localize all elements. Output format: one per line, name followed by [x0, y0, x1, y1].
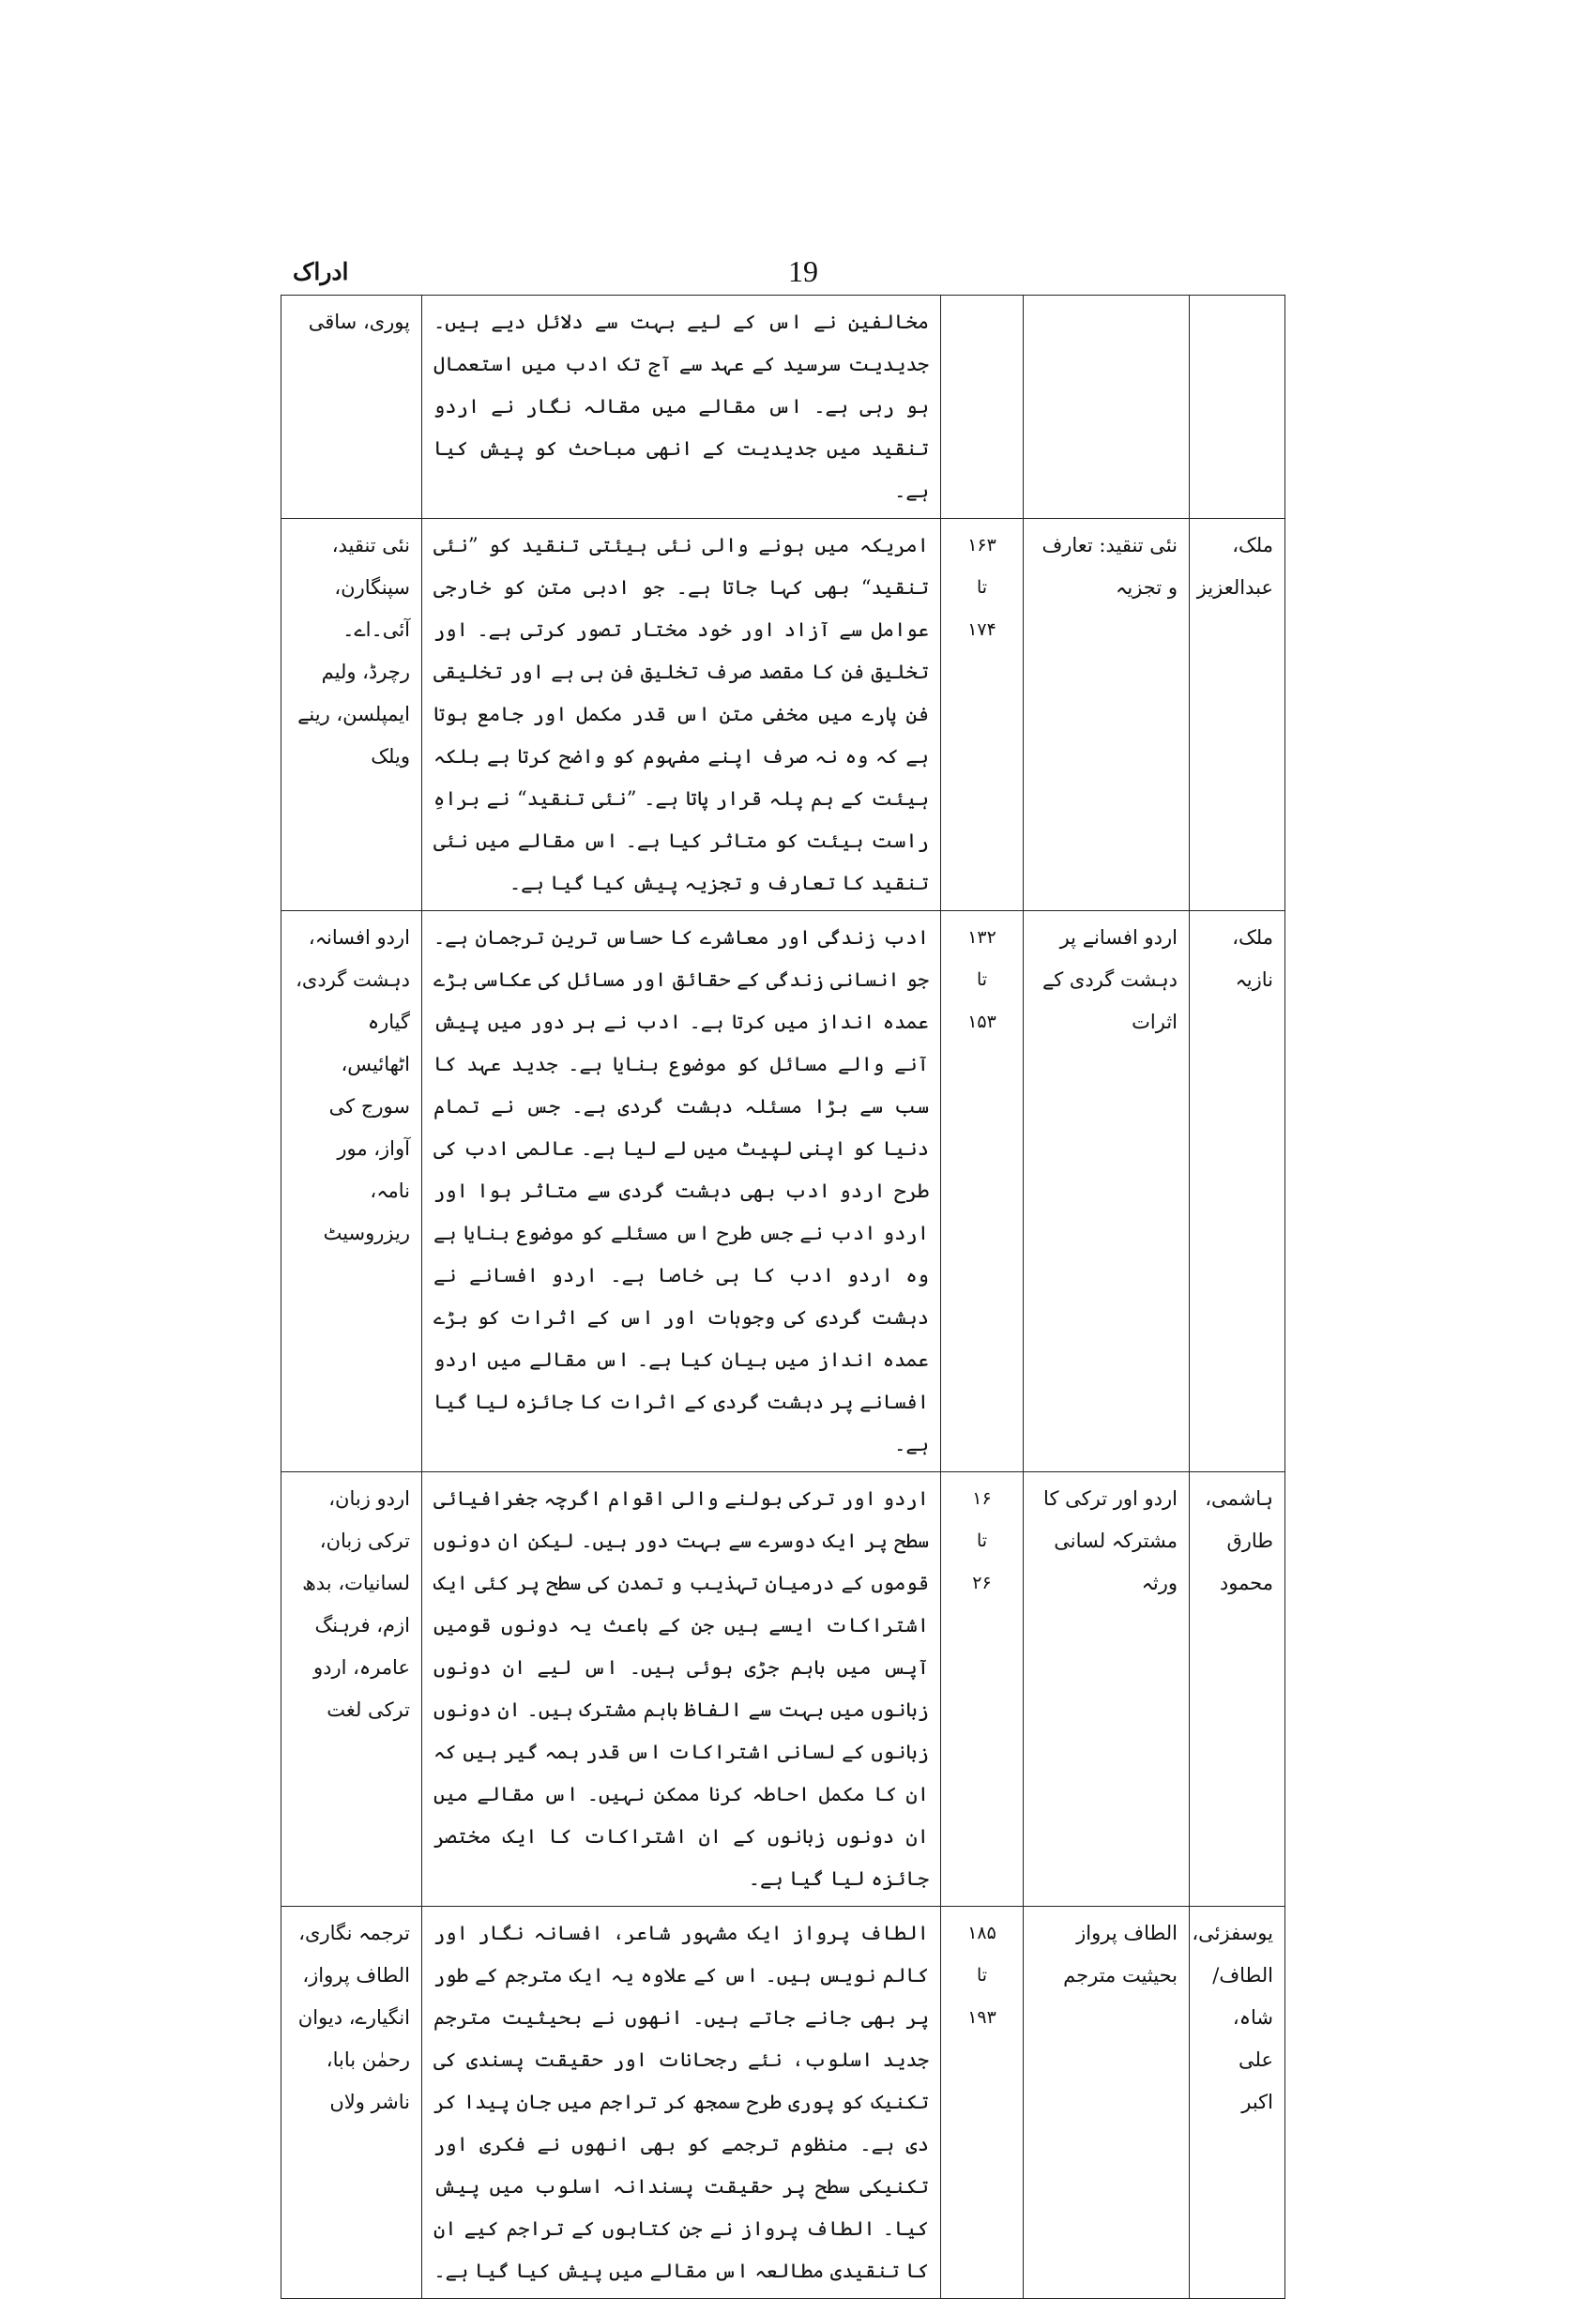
pages-cell: [941, 911, 1024, 1472]
keywords-cell: اردو زبان، ترکی زبان، لسانیات، بدھ ازم، فرہنگ عامرہ، اردو ترکی لغت: [281, 1472, 422, 1907]
pages-cell: [941, 1907, 1024, 2299]
page-from: ۱۶۳: [967, 535, 996, 556]
page-to: ۲۶: [972, 1573, 992, 1593]
table-row: [281, 1472, 1285, 1907]
keywords-cell: اردو افسانہ، دہشت گردی، گیارہ اٹھائیس، سورج کی آواز، مور نامہ، ریزروسیٹ: [281, 911, 422, 1472]
page-sep: تا: [976, 577, 988, 598]
author-cell: ہاشمی، طارق محمود: [1190, 1472, 1285, 1907]
page-to: ۱۷۴: [967, 619, 996, 640]
journal-name: ادراک: [293, 258, 349, 285]
abstract-cell: اردو اور ترکی بولنے والی اقوام اگرچہ جغرافیائی سطح پر ایک دوسرے سے بہت دور ہیں۔ لیکن ان دونوں قوموں کے درمیان تہذیب و تمدن کی سطح پر کئی ایک اشتراکات ایسے ہیں جن کے باعث یہ دونوں قومیں آپس میں باہم جڑی ہوئی ہیں۔ اس لیے ان دونوں زبانوں میں بہت سے الفاظ باہم مشترک ہیں۔ ان دونوں زبانوں کے لسانی اشتراکات اس قدر ہمہ گیر ہیں کہ ان کا مکمل احاطہ کرنا ممکن نہیں۔ اس مقالے میں ان دونوں زبانوں کے ان اشتراکات کا ایک مختصر جائزہ لیا گیا ہے۔: [422, 1472, 941, 1907]
pages-cell: [941, 1472, 1024, 1907]
title-cell: اردو افسانے پر دہشت گردی کے اثرات: [1024, 911, 1190, 1472]
article-index-table: [281, 295, 1285, 2299]
abstract-cell: امریکہ میں ہونے والی نئی ہیئتی تنقید کو ”نئی تنقید“ بھی کہا جاتا ہے۔ جو ادبی متن کو خارجی عوامل سے آزاد اور خود مختار تصور کرتی ہے۔ اور تخلیق فن کا مقصد صرف تخلیق فن ہی ہے اور تخلیقی فن پارے میں مخفی متن اس قدر مکمل اور جامع ہوتا ہے کہ وہ نہ صرف اپنے مفہوم کو واضح کرتا ہے بلکہ ہیئت کے ہم پلہ قرار پاتا ہے۔ ”نئی تنقید“ نے براہِ راست ہیئت کو متاثر کیا ہے۔ اس مقالے میں نئی تنقید کا تعارف و تجزیہ پیش کیا گیا ہے۔: [422, 519, 941, 911]
page-sep: تا: [976, 1965, 988, 1986]
abstract-cell: مخالفین نے اس کے لیے بہت سے دلائل دیے ہیں۔ جدیدیت سرسید کے عہد سے آج تک ادب میں استعمال ہو رہی ہے۔ اس مقالے میں مقالہ نگار نے اردو تنقید میں جدیدیت کے انھی مباحث کو پیش کیا ہے۔: [422, 296, 941, 519]
title-cell: [1024, 296, 1190, 519]
table-row: [281, 911, 1285, 1472]
page-from: ۱۶: [972, 1488, 992, 1509]
page-sep: تا: [976, 969, 988, 990]
author-cell: ملک، عبدالعزیز: [1190, 519, 1285, 911]
abstract-cell: ادب زندگی اور معاشرے کا حساس ترین ترجمان ہے۔ جو انسانی زندگی کے حقائق اور مسائل کی عکاسی بڑے عمدہ انداز میں کرتا ہے۔ ادب نے ہر دور میں پیش آنے والے مسائل کو موضوع بنایا ہے۔ جدید عہد کا سب سے بڑا مسئلہ دہشت گردی ہے۔ جس نے تمام دنیا کو اپنی لپیٹ میں لے لیا ہے۔ عالمی ادب کی طرح اردو ادب بھی دہشت گردی سے متاثر ہوا اور اردو ادب نے جس طرح اس مسئلے کو موضوع بنایا ہے وہ اردو ادب کا ہی خاصا ہے۔ اردو افسانے نے دہشت گردی کی وجوہات اور اس کے اثرات کو بڑے عمدہ انداز میں بیان کیا ہے۔ اس مقالے میں اردو افسانے پر دہشت گردی کے اثرات کا جائزہ لیا گیا ہے۔: [422, 911, 941, 1472]
table-row: [281, 296, 1285, 519]
author-cell: یوسفزئی، الطاف/ شاہ، علی اکبر: [1190, 1907, 1285, 2299]
keywords-cell: نئی تنقید، سپنگارن، آئی۔اے۔ رچرڈ، ولیم ایمپلسن، رینے ویلک: [281, 519, 422, 911]
table-row: [281, 1907, 1285, 2299]
table-row: [281, 519, 1285, 911]
title-cell: اردو اور ترکی کا مشترکہ لسانی ورثہ: [1024, 1472, 1190, 1907]
pages-cell: [941, 519, 1024, 911]
author-cell: [1190, 296, 1285, 519]
page-to: ۱۹۳: [967, 2007, 996, 2028]
abstract-cell: الطاف پرواز ایک مشہور شاعر، افسانہ نگار اور کالم نویس ہیں۔ اس کے علاوہ یہ ایک مترجم کے طور پر بھی جانے جاتے ہیں۔ انھوں نے بحیثیت مترجم جدید اسلوب، نئے رجحانات اور حقیقت پسندی کی تکنیک کو پوری طرح سمجھ کر تراجم میں جان پیدا کر دی ہے۔ منظوم ترجمے کو بھی انھوں نے فکری اور تکنیکی سطح پر حقیقت پسندانہ اسلوب میں پیش کیا۔ الطاف پرواز نے جن کتابوں کے تراجم کیے ان کا تنقیدی مطالعہ اس مقالے میں پیش کیا گیا ہے۔: [422, 1907, 941, 2299]
page-from: ۱۳۲: [967, 927, 996, 948]
author-cell: ملک، نازیہ: [1190, 911, 1285, 1472]
page-to: ۱۵۳: [967, 1012, 996, 1032]
pages-cell: [941, 296, 1024, 519]
page-number: 19: [788, 254, 818, 288]
keywords-cell: ترجمہ نگاری، الطاف پرواز، انگیارے، دیوان رحمٰن بابا، ناشر ولاں: [281, 1907, 422, 2299]
page-sep: تا: [976, 1530, 988, 1551]
keywords-cell: پوری، ساقی: [281, 296, 422, 519]
title-cell: نئی تنقید: تعارف و تجزیہ: [1024, 519, 1190, 911]
title-cell: الطاف پرواز بحیثیت مترجم: [1024, 1907, 1190, 2299]
page-from: ۱۸۵: [967, 1923, 996, 1943]
